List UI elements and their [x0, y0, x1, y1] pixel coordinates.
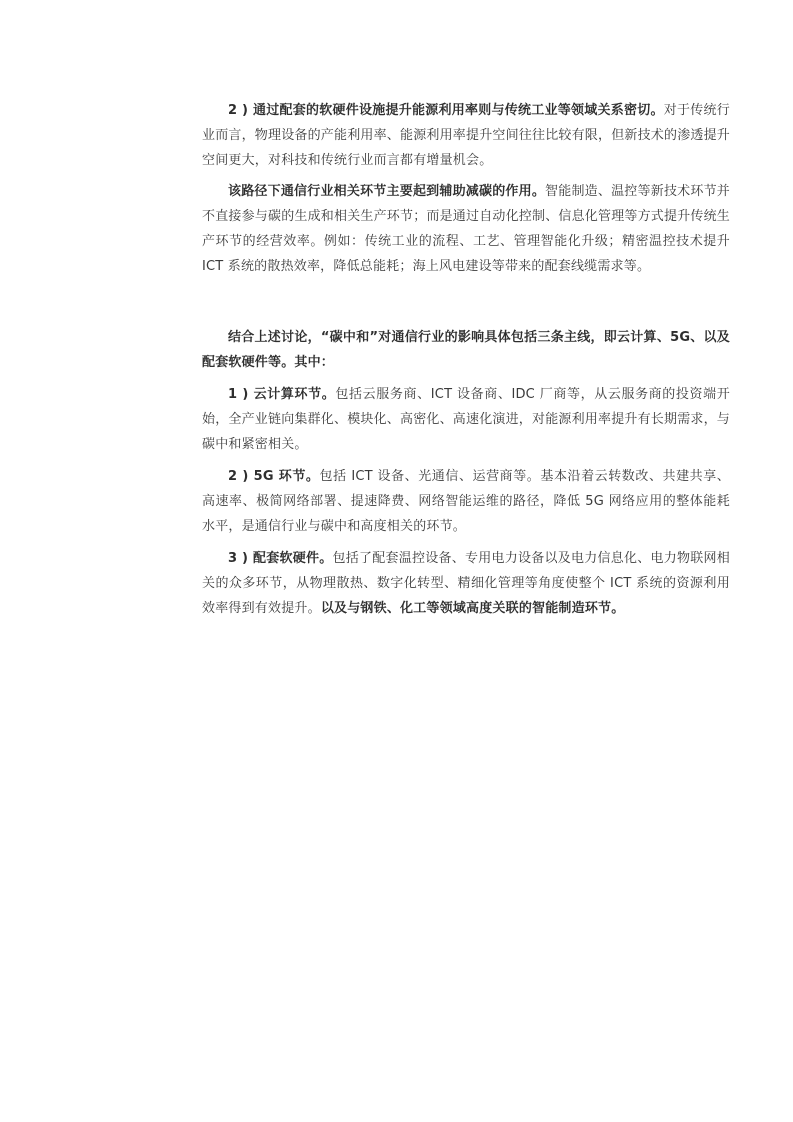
- document-page: [202, 98, 730, 628]
- list-item-supporting-hardware-software: [202, 546, 730, 621]
- item-heading: 3 ) 配套软硬件。: [228, 551, 333, 566]
- paragraph-lead: 结合上述讨论，“碳中和”对通信行业的影响具体包括三条主线，即云计算、5G、以及配套软硬件等。其中：: [202, 330, 730, 370]
- item-body: 包括 ICT 设备、光通信、运营商等。基本沿着云转数改、共建共享、高速率、极简网络部署、提速降费、网络智能运维的路径，降低 5G 网络应用的整体能耗水平，是通信行业与碳中和高度相关的环节。: [202, 469, 731, 534]
- item-bold-tail: 以及与钢铁、化工等领域高度关联的智能制造环节。: [320, 601, 625, 616]
- section-main-lines: [202, 325, 730, 621]
- item-body: 包括了配套温控设备、专用电力设备以及电力信息化、电力物联网相关的众多环节，从物理散热、数字化转型、精细化管理等角度使整个 ICT 系统的资源利用效率得到有效提升。: [202, 551, 730, 616]
- paragraph-lead: 2 ) 通过配套的软硬件设施提升能源利用率则与传统工业等领域关系密切。: [228, 103, 664, 118]
- list-item-5g: [202, 464, 730, 539]
- item-heading: 1 ) 云计算环节。: [228, 387, 336, 402]
- paragraph-intro-three-lines: [202, 325, 730, 375]
- paragraph-body: 对于传统行业而言，物理设备的产能利用率、能源利用率提升空间往往比较有限，但新技术的渗透提升空间更大，对科技和传统行业而言都有增量机会。: [202, 103, 731, 168]
- item-heading: 2 ) 5G 环节。: [228, 469, 320, 484]
- paragraph-auxiliary-carbon-reduction: [202, 179, 730, 279]
- paragraph-lead: 该路径下通信行业相关环节主要起到辅助减碳的作用。: [228, 184, 546, 199]
- list-item-cloud-computing: [202, 382, 730, 457]
- paragraph-supporting-facilities: [202, 98, 730, 173]
- section-spacer: [202, 285, 730, 325]
- paragraph-body: 智能制造、温控等新技术环节并不直接参与碳的生成和相关生产环节；而是通过自动化控制、信息化管理等方式提升传统生产环节的经营效率。例如：传统工业的流程、工艺、管理智能化升级；精密温控技术提升 ICT 系统的散热效率，降低总能耗；海上风电建设等带来的配套线缆需求等。: [202, 184, 731, 274]
- item-body: 包括云服务商、ICT 设备商、IDC 厂商等，从云服务商的投资端开始，全产业链向集群化、模块化、高密化、高速化演进，对能源利用率提升有长期需求，与碳中和紧密相关。: [202, 387, 731, 452]
- section-energy-efficiency: [202, 98, 730, 279]
